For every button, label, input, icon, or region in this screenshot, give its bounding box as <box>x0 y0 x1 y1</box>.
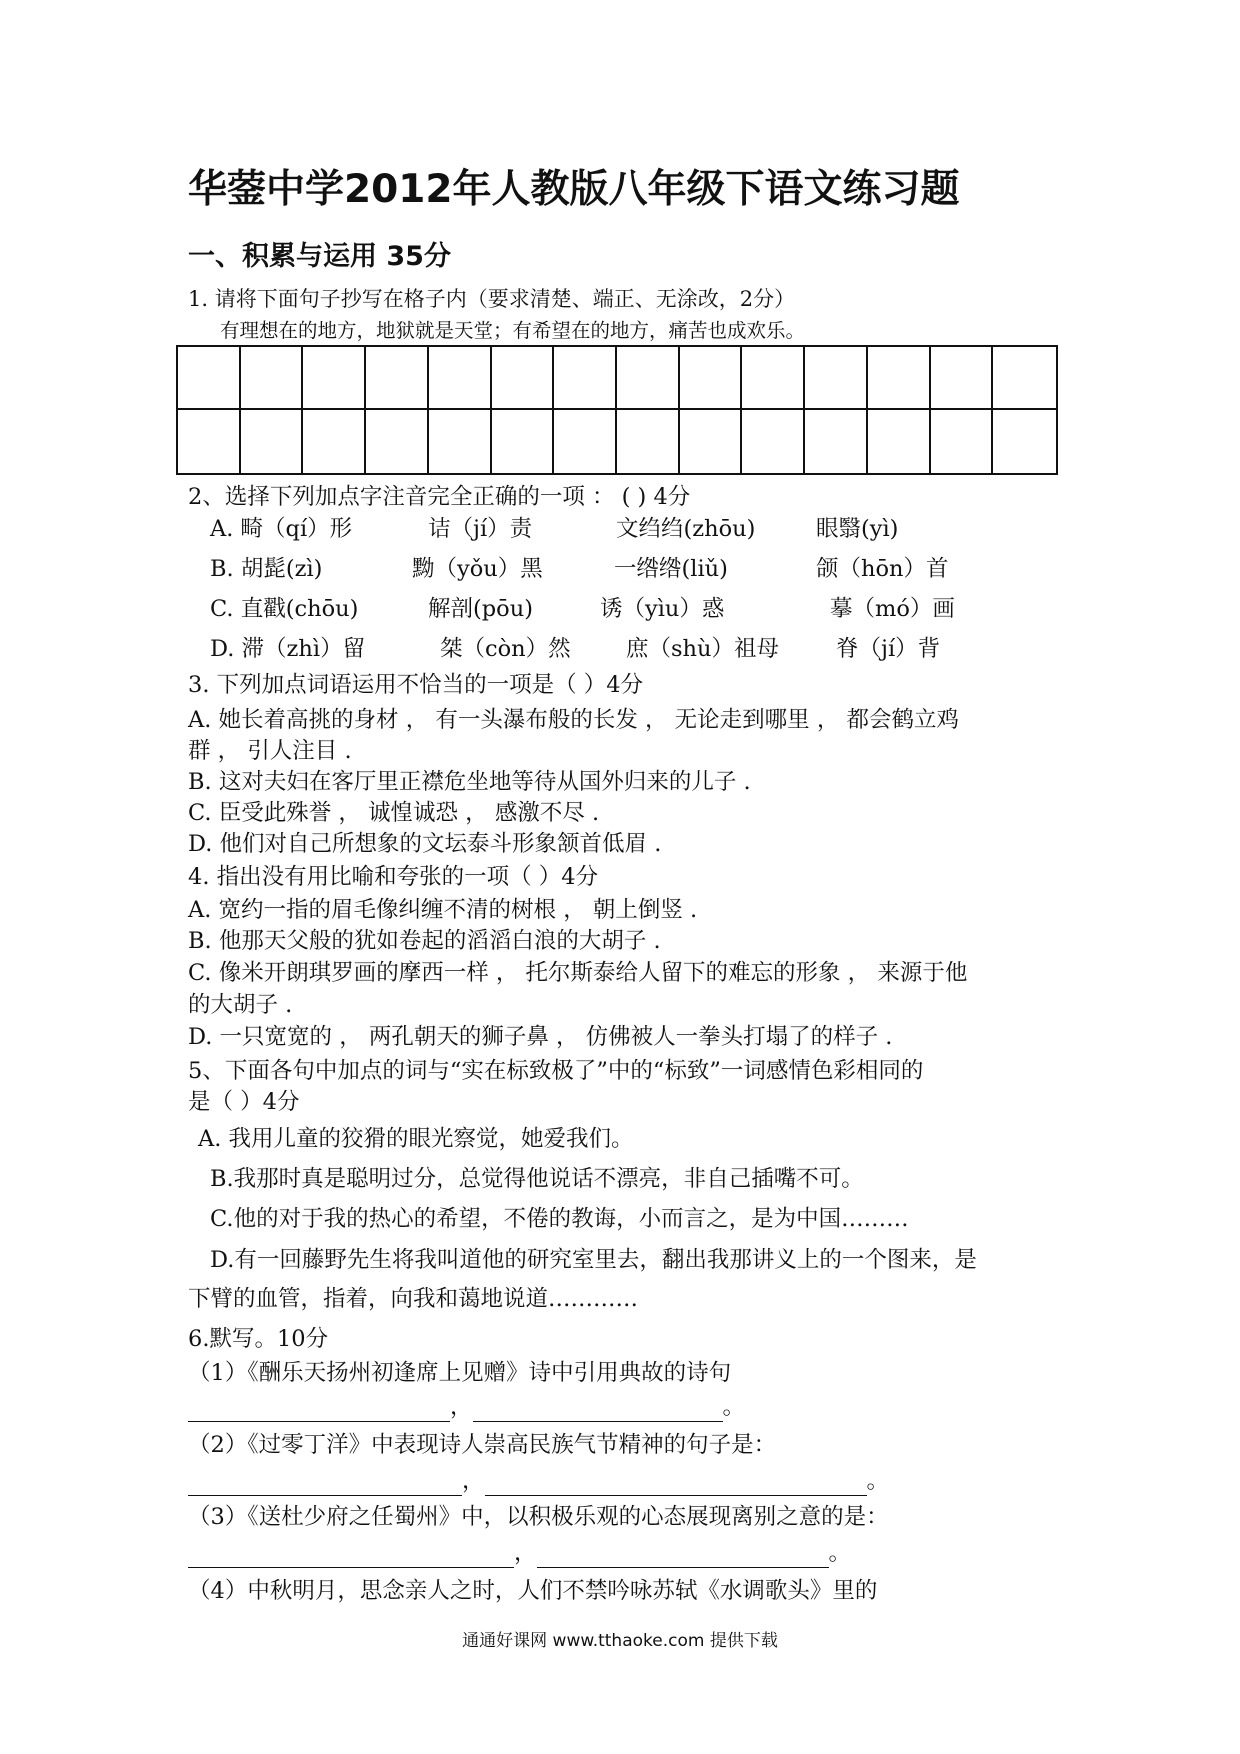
question-4-option-c: C. 像米开朗琪罗画的摩西一样 ， 托尔斯泰给人留下的难忘的形象 ， 来源于他 <box>188 960 968 986</box>
question-2-option: D. 滞（zhì）留 <box>210 636 366 662</box>
question-6-prompt: 6.默写。10分 <box>188 1326 329 1352</box>
grid-cell[interactable] <box>805 410 868 473</box>
grid-cell[interactable] <box>742 410 805 473</box>
question-2-option: 黝（yǒu）黑 <box>412 556 543 582</box>
grid-cell[interactable] <box>303 410 366 473</box>
grid-cell[interactable] <box>805 347 868 410</box>
question-2-option: 庶（shù）祖母 <box>626 636 780 662</box>
grid-cell[interactable] <box>868 347 931 410</box>
grid-cell[interactable] <box>931 347 994 410</box>
grid-cell[interactable] <box>492 410 555 473</box>
question-3-prompt: 3. 下列加点词语运用不恰当的一项是（ ）4分 <box>188 672 644 698</box>
question-5-option-b: B.我那时真是聪明过分，总觉得他说话不漂亮，非自己插嘴不可。 <box>210 1166 864 1192</box>
page-footer: 通通好课网 www.tthaoke.com 提供下载 <box>462 1631 778 1651</box>
question-1-prompt: 1. 请将下面句子抄写在格子内（要求清楚、端正、无涂改，2分） <box>188 287 796 311</box>
question-2-prompt: 2、选择下列加点字注音完全正确的一项 ： ( ) 4分 <box>188 484 691 510</box>
grid-cell[interactable] <box>178 347 241 410</box>
grid-cell[interactable] <box>554 347 617 410</box>
question-6-answer-2[interactable]: ， 。 <box>188 1466 889 1496</box>
question-6-answer-1[interactable]: ， 。 <box>188 1392 745 1422</box>
grid-cell[interactable] <box>742 347 805 410</box>
question-2-option: 摹（mó）画 <box>830 596 955 622</box>
grid-cell[interactable] <box>429 347 492 410</box>
question-2-option: 眼翳(yì) <box>816 516 899 542</box>
grid-cell[interactable] <box>178 410 241 473</box>
question-4-option-c-cont: 的大胡子 . <box>188 992 293 1018</box>
grid-cell[interactable] <box>429 410 492 473</box>
question-2-option: 解剖(pōu) <box>428 596 533 622</box>
question-2-option: 脊（jí）背 <box>836 636 941 662</box>
question-2-option: 颌（hōn）首 <box>816 556 949 582</box>
grid-cell[interactable] <box>680 410 743 473</box>
question-2-option: 一绺绺(liǔ) <box>614 556 728 582</box>
grid-cell[interactable] <box>617 347 680 410</box>
question-5-prompt: 5、下面各句中加点的词与“实在标致极了”中的“标致”一词感情色彩相同的 <box>188 1058 924 1084</box>
question-2-option: B. 胡髭(zì) <box>210 556 323 582</box>
question-2-option: 诘（jí）责 <box>428 516 533 542</box>
grid-cell[interactable] <box>993 410 1056 473</box>
question-3-option-a: A. 她长着高挑的身材 ， 有一头瀑布般的长发 ， 无论走到哪里 ， 都会鹤立鸡 <box>188 707 959 733</box>
question-5-option-a: A. 我用儿童的狡猾的眼光察觉，她爱我们。 <box>198 1126 634 1152</box>
grid-cell[interactable] <box>868 410 931 473</box>
section-heading: 一、积累与运用 35分 <box>188 241 451 272</box>
grid-cell[interactable] <box>680 347 743 410</box>
question-4-prompt: 4. 指出没有用比喻和夸张的一项（ ）4分 <box>188 864 599 890</box>
question-6-item-3: （3）《送杜少府之任蜀州》中，以积极乐观的心态展现离别之意的是： <box>188 1504 889 1530</box>
question-3-option-a-cont: 群 ， 引人注目 . <box>188 738 352 764</box>
question-3-option-d: D. 他们对自己所想象的文坛泰斗形象颔首低眉 . <box>188 831 662 857</box>
grid-cell[interactable] <box>554 410 617 473</box>
grid-cell[interactable] <box>241 410 304 473</box>
grid-cell[interactable] <box>931 410 994 473</box>
grid-cell[interactable] <box>241 347 304 410</box>
question-6-item-1: （1）《酬乐天扬州初逢席上见赠》诗中引用典故的诗句 <box>188 1360 732 1386</box>
question-3-option-b: B. 这对夫妇在客厅里正襟危坐地等待从国外归来的儿子 . <box>188 769 751 795</box>
question-5-option-d: D.有一回藤野先生将我叫道他的研究室里去，翻出我那讲义上的一个图来，是 <box>210 1247 977 1273</box>
page-title: 华蓥中学2012年人教版八年级下语文练习题 <box>188 167 960 212</box>
question-4-option-d: D. 一只宽宽的 ， 两孔朝天的狮子鼻 ， 仿佛被人一拳头打塌了的样子 . <box>188 1024 893 1050</box>
writing-grid[interactable] <box>176 345 1058 475</box>
grid-cell[interactable] <box>366 347 429 410</box>
grid-cell[interactable] <box>492 347 555 410</box>
question-2-option: 桀（còn）然 <box>440 636 571 662</box>
question-3-option-c: C. 臣受此殊誉 ， 诚惶诚恐 ， 感激不尽 . <box>188 800 600 826</box>
question-1-sentence: 有理想在的地方，地狱就是天堂；有希望在的地方，痛苦也成欢乐。 <box>220 319 806 342</box>
question-5-option-c: C.他的对于我的热心的希望，不倦的教诲，小而言之，是为中国……… <box>210 1206 909 1232</box>
question-2-option: 文绉绉(zhōu) <box>616 516 756 542</box>
grid-cell[interactable] <box>993 347 1056 410</box>
question-2-option: C. 直戳(chōu) <box>210 596 359 622</box>
grid-cell[interactable] <box>617 410 680 473</box>
question-2-option: A. 畸（qí）形 <box>210 516 353 542</box>
question-6-answer-3[interactable]: ， 。 <box>188 1538 851 1568</box>
question-4-option-a: A. 宽约一指的眉毛像纠缠不清的树根 ， 朝上倒竖 . <box>188 897 698 923</box>
question-2-option: 诱（yìu）惑 <box>600 596 725 622</box>
question-4-option-b: B. 他那天父般的犹如卷起的滔滔白浪的大胡子 . <box>188 928 661 954</box>
grid-cell[interactable] <box>366 410 429 473</box>
question-5-prompt-cont: 是（ ）4分 <box>188 1089 300 1115</box>
question-6-item-2: （2）《过零丁洋》中表现诗人崇高民族气节精神的句子是： <box>188 1432 777 1458</box>
question-5-option-d-cont: 下臂的血管，指着，向我和蔼地说道………… <box>188 1286 639 1312</box>
question-6-item-4: （4）中秋明月，思念亲人之时，人们不禁吟咏苏轼《水调歌头》里的 <box>188 1578 878 1604</box>
grid-cell[interactable] <box>303 347 366 410</box>
